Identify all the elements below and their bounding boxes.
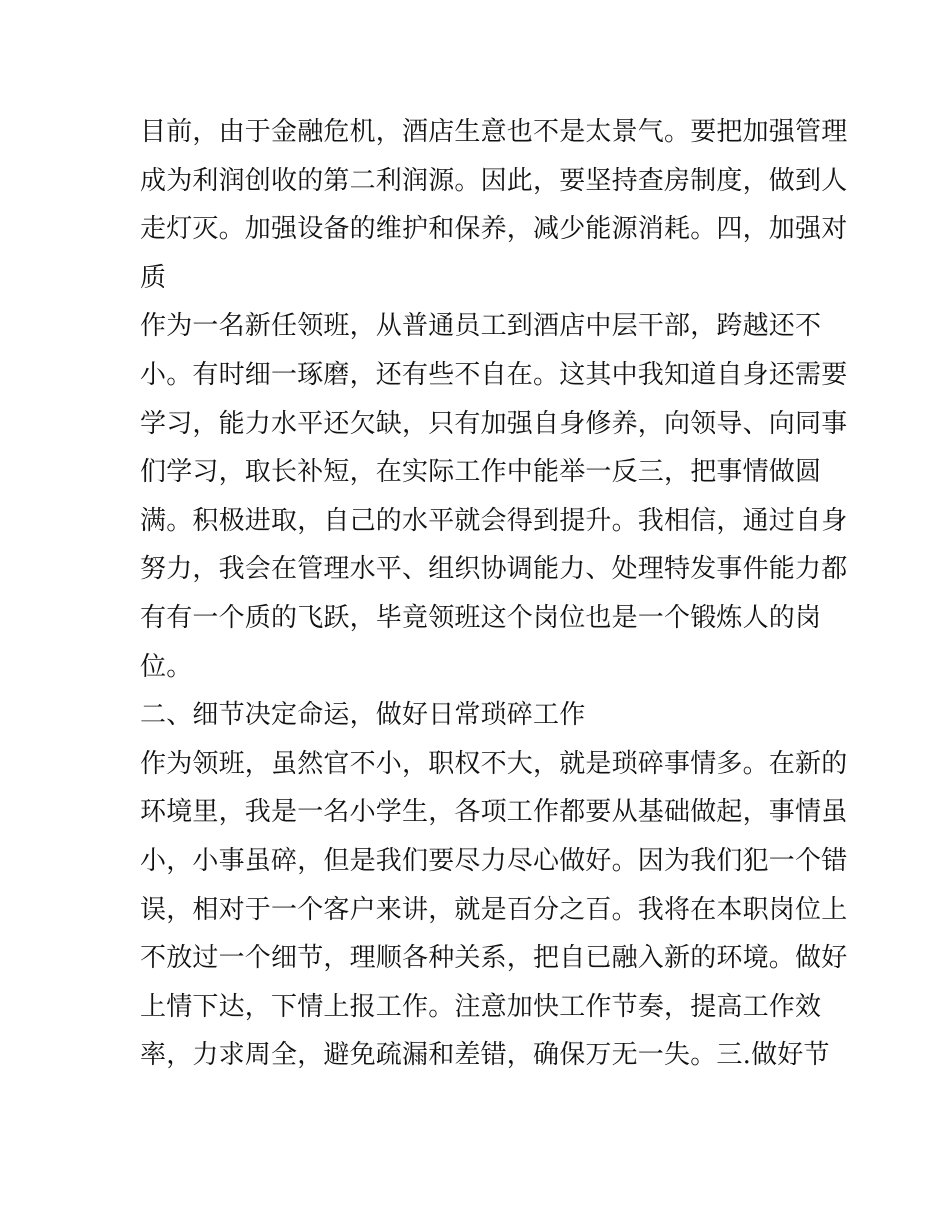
text-line: 目前，由于金融危机，酒店生意也不是太景气。要把加强管理 bbox=[140, 117, 848, 147]
text-line: 质 bbox=[140, 262, 167, 293]
text-line: 们学习，取长补短，在实际工作中能举一反三，把事情做圆 bbox=[140, 457, 822, 488]
text-line: 位。 bbox=[140, 651, 193, 682]
text-line: 有有一个质的飞跃，毕竟领班这个岗位也是一个锻炼人的岗 bbox=[140, 602, 822, 633]
text-line: 环境里，我是一名小学生，各项工作都要从基础做起，事情虽 bbox=[140, 797, 848, 828]
text-line: 满。积极进取，自己的水平就会得到提升。我相信，通过自身 bbox=[140, 505, 848, 536]
text-line: 作为领班，虽然官不小，职权不大，就是琐碎事情多。在新的 bbox=[140, 748, 848, 779]
text-line: 成为利润创收的第二利润源。因此，要坚持查房制度，做到人 bbox=[140, 165, 848, 196]
document-body bbox=[140, 108, 848, 1080]
text-line: 率，力求周全，避免疏漏和差错，确保万无一失。三.做好节 bbox=[140, 1040, 830, 1071]
text-line: 走灯灭。加强设备的维护和保养，减少能源消耗。四，加强对 bbox=[140, 214, 848, 245]
text-line: 不放过一个细节，理顺各种关系，把自已融入新的环境。做好 bbox=[140, 943, 848, 974]
text-line: 上情下达，下情上报工作。注意加快工作节奏，提高工作效 bbox=[140, 991, 822, 1022]
text-line: 作为一名新任领班，从普通员工到酒店中层干部，跨越还不 bbox=[140, 311, 822, 342]
text-line: 小。有时细一琢磨，还有些不自在。这其中我知道自身还需要 bbox=[140, 359, 848, 390]
text-line: 学习，能力水平还欠缺，只有加强自身修养，向领导、向同事 bbox=[140, 408, 848, 439]
section-heading: 二、细节决定命运，做好日常琐碎工作 bbox=[140, 700, 586, 731]
text-line: 小，小事虽碎，但是我们要尽力尽心做好。因为我们犯一个错 bbox=[140, 845, 848, 876]
text-line: 误，相对于一个客户来讲，就是百分之百。我将在本职岗位上 bbox=[140, 894, 848, 925]
text-line: 努力，我会在管理水平、组织协调能力、处理特发事件能力都 bbox=[140, 554, 848, 585]
